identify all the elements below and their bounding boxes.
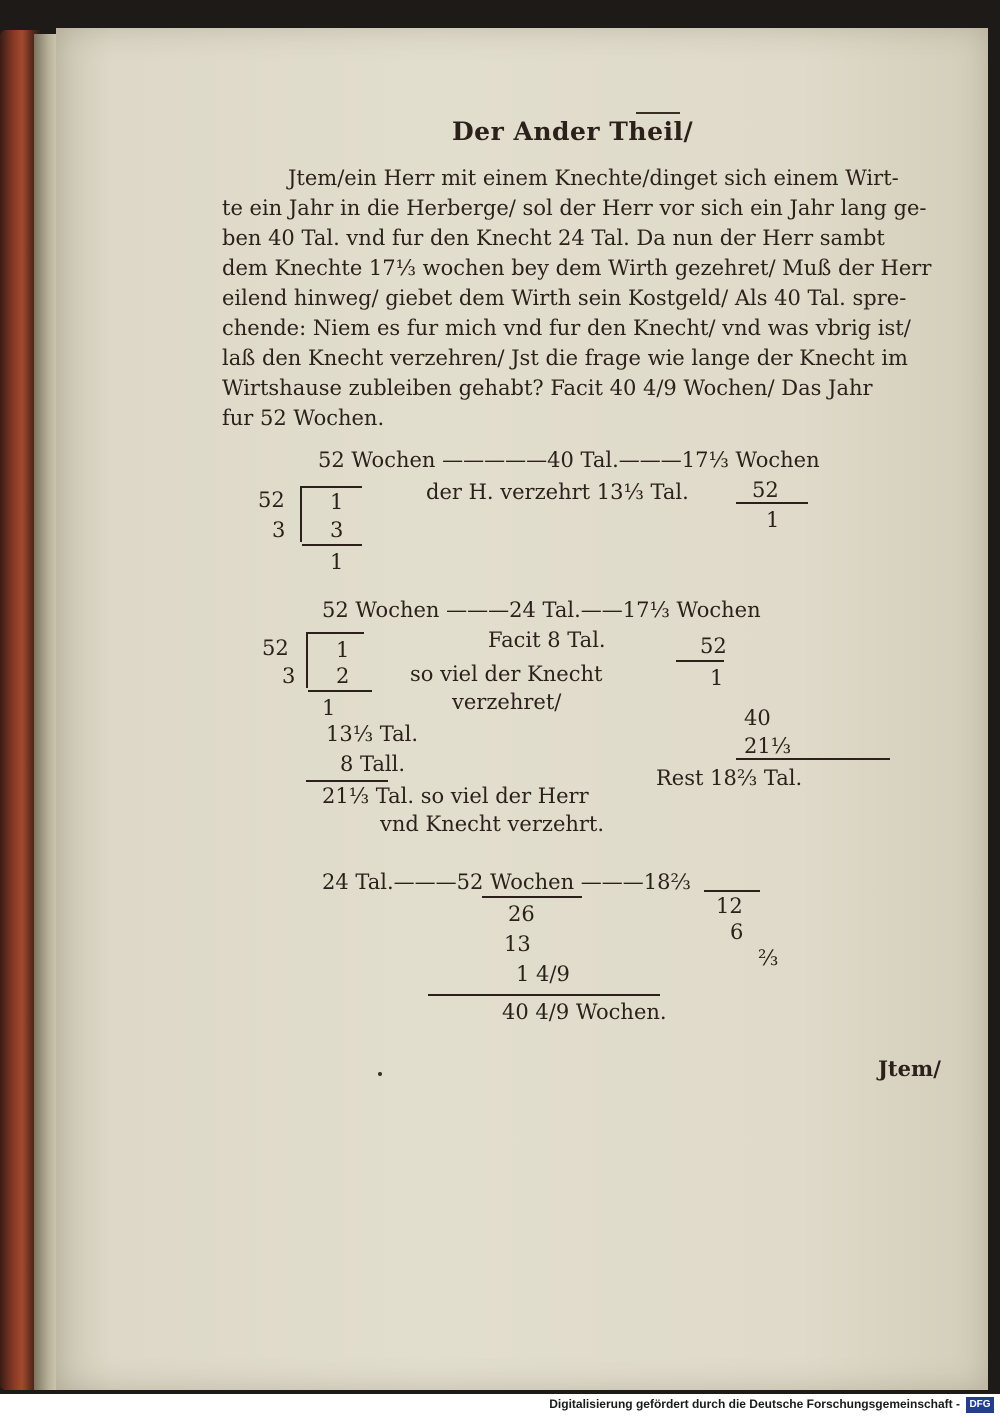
- text-line-2: te ein Jahr in die Herberge/ sol der Herr vor sich ein Jahr lang ge-: [222, 196, 927, 220]
- calc3-r2: 6: [730, 920, 744, 944]
- calc2-sum-rule: [306, 780, 388, 782]
- text-line-9: fur 52 Wochen.: [222, 406, 385, 430]
- calc2-col-a: 1: [336, 638, 350, 662]
- calc2-col-b: 2: [336, 664, 350, 688]
- calc2-bottom-rule: [308, 690, 372, 692]
- catchword: Jtem/: [878, 1056, 941, 1081]
- calc2-vertical-bar: [306, 632, 308, 688]
- calc1-right-rule: [736, 502, 808, 504]
- calc3-result: 40 4/9 Wochen.: [502, 1000, 667, 1024]
- calc2-right-den: 1: [710, 666, 724, 690]
- calc2-knecht-line1: so viel der Knecht: [410, 662, 603, 686]
- calc1-col-c: 1: [330, 550, 344, 574]
- calc3-rule-right: [704, 890, 760, 892]
- calc2-sub-rule: [736, 758, 890, 760]
- calc1-left-a: 52: [258, 488, 285, 512]
- footer-bar: [0, 1394, 1000, 1416]
- page-edge: [34, 34, 58, 1390]
- calc3-r1: 12: [716, 894, 743, 918]
- text-line-6: chende: Niem es fur mich vnd fur den Knecht/ vnd was vbrig ist/: [222, 316, 911, 340]
- calc3-c: 1 4/9: [516, 962, 570, 986]
- calc3-rule-b: [428, 994, 660, 996]
- top-ornament-rule: [636, 112, 680, 114]
- calc2-sum-a: 13⅓ Tal.: [326, 722, 419, 746]
- running-title: Der Ander Theil/: [452, 117, 694, 146]
- calc3-rule-a: [482, 896, 582, 898]
- calc1-right-den: 1: [766, 508, 780, 532]
- calc1-col-b: 3: [330, 518, 344, 542]
- text-line-3: ben 40 Tal. vnd fur den Knecht 24 Tal. Da nun der Herr sambt: [222, 226, 885, 250]
- text-line-5: eilend hinweg/ giebet dem Wirth sein Kostgeld/ Als 40 Tal. spre-: [222, 286, 907, 310]
- calc1-bottom-rule: [302, 544, 362, 546]
- calc3-a: 26: [508, 902, 535, 926]
- text-line-4: dem Knechte 17⅓ wochen bey dem Wirth gezehret/ Muß der Herr: [222, 256, 932, 280]
- calc1-col-a: 1: [330, 490, 344, 514]
- calc2-right-num: 52: [700, 634, 727, 658]
- calc1-vertical-bar: [300, 486, 302, 542]
- calc2-left-b: 3: [282, 664, 296, 688]
- calc2-sub-a: 40: [744, 706, 771, 730]
- calc1-proportion: 52 Wochen —————40 Tal.———17⅓ Wochen: [318, 448, 820, 472]
- funding-note: Digitalisierung gefördert durch die Deutsche Forschungsgemeinschaft -: [549, 1397, 960, 1411]
- calc2-sum-d: vnd Knecht verzehrt.: [380, 812, 605, 836]
- calc2-rest: Rest 18⅔ Tal.: [656, 766, 803, 790]
- text-line-1: Jtem/ein Herr mit einem Knechte/dinget sich einem Wirt-: [288, 166, 899, 190]
- calc2-facit: Facit 8 Tal.: [488, 628, 606, 652]
- calc1-right-num: 52: [752, 478, 779, 502]
- calc1-consumed: der H. verzehrt 13⅓ Tal.: [426, 480, 689, 504]
- calc2-col-c: 1: [322, 696, 336, 720]
- calc2-left-a: 52: [262, 636, 289, 660]
- calc3-b: 13: [504, 932, 531, 956]
- calc2-proportion: 52 Wochen ———24 Tal.——17⅓ Wochen: [322, 598, 761, 622]
- calc2-sub-b: 21⅓: [744, 734, 792, 758]
- calc2-sum-b: 8 Tall.: [340, 752, 406, 776]
- calc2-right-rule: [676, 660, 724, 662]
- calc1-top-rule: [302, 486, 362, 488]
- ink-speck: [378, 1072, 382, 1076]
- text-line-8: Wirtshause zubleiben gehabt? Facit 40 4/9 Wochen/ Das Jahr: [222, 376, 873, 400]
- calc2-top-rule: [308, 632, 364, 634]
- text-line-7: laß den Knecht verzehren/ Jst die frage wie lange der Knecht im: [222, 346, 908, 370]
- calc2-knecht-line2: verzehret/: [452, 690, 562, 714]
- calc3-proportion: 24 Tal.———52 Wochen ———18⅔: [322, 870, 691, 894]
- dfg-logo[interactable]: DFG: [966, 1397, 994, 1413]
- calc1-left-b: 3: [272, 518, 286, 542]
- calc3-r3: ⅔: [758, 946, 779, 970]
- calc2-sum-c: 21⅓ Tal. so viel der Herr: [322, 784, 589, 808]
